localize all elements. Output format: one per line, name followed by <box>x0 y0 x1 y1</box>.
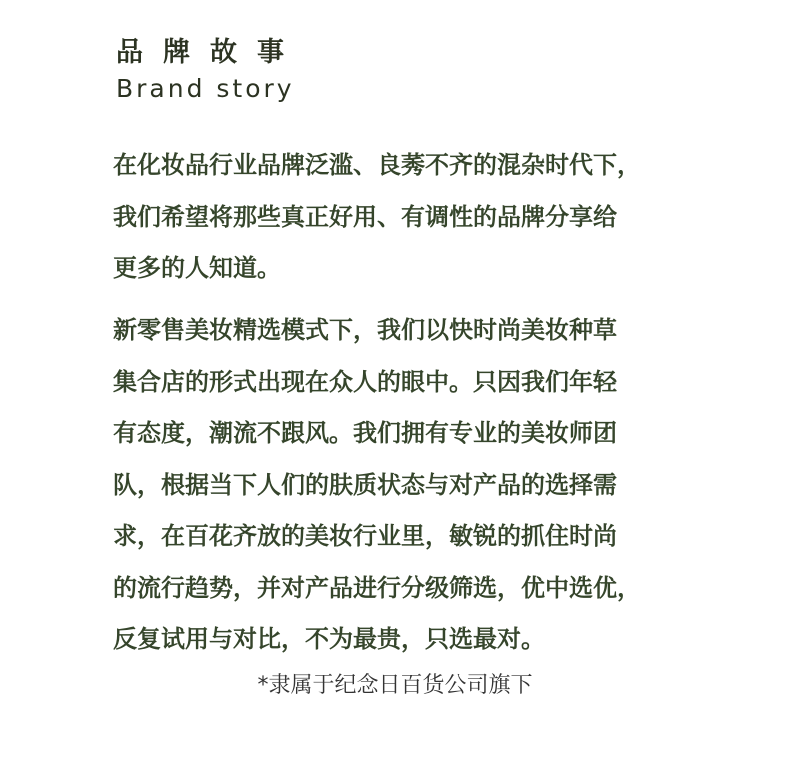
paragraph-detail <box>113 305 641 666</box>
paragraph-line: 求，在百花齐放的美妆行业里，敏锐的抓住时尚 <box>113 522 617 550</box>
paragraph-line: 反复试用与对比，不为最贵，只选最对。 <box>113 625 545 653</box>
paragraph-intro <box>113 140 641 295</box>
paragraph-line: 我们希望将那些真正好用、有调性的品牌分享给 <box>113 202 617 231</box>
paragraph-line: 在化妆品行业品牌泛滥、良莠不齐的混杂时代下， <box>113 151 641 179</box>
paragraph-line: 队，根据当下人们的肤质状态与对产品的选择需 <box>113 470 617 499</box>
title-chinese: 品牌故事 <box>116 37 304 68</box>
paragraph-line: 集合店的形式出现在众人的眼中。只因我们年轻 <box>113 367 617 396</box>
paragraph-line: 更多的人知道。 <box>113 254 281 282</box>
paragraph-line: 新零售美妆精选模式下，我们以快时尚美妆种草 <box>113 316 617 344</box>
footnote: *隶属于纪念日百货公司旗下 <box>257 673 533 698</box>
paragraph-line: 有态度，潮流不跟风。我们拥有专业的美妆师团 <box>113 419 617 447</box>
paragraph-line: 的流行趋势，并对产品进行分级筛选，优中选优， <box>113 573 641 602</box>
title-english: Brand story <box>116 74 295 103</box>
